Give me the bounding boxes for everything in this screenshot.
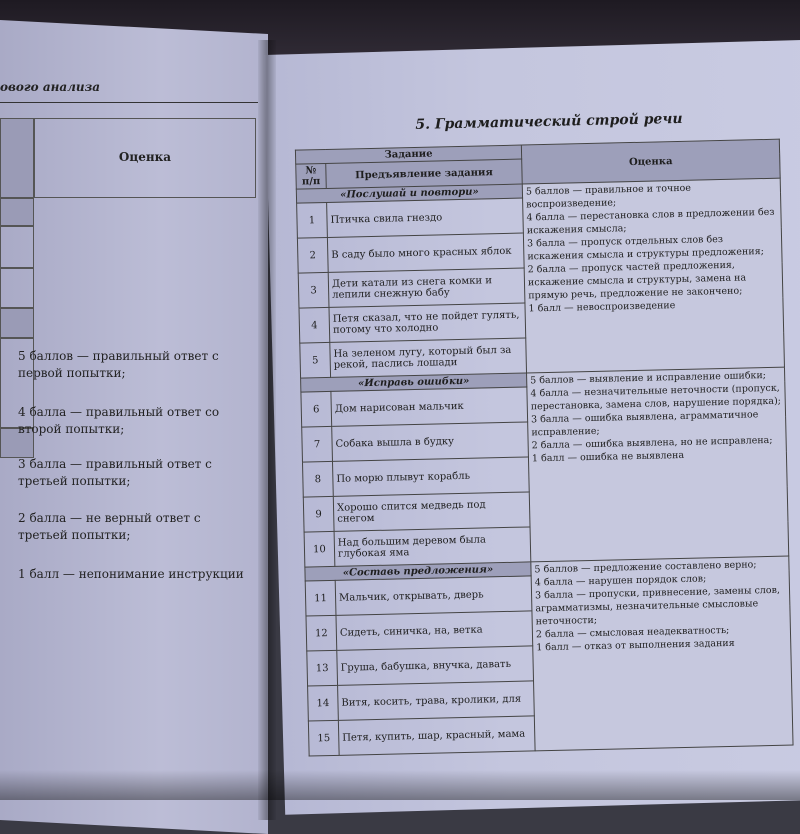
- task-text: Петя, купить, шар, красный, мама: [338, 716, 535, 755]
- task-text: Дети катали из снега комки и лепили снежную бабу: [328, 268, 525, 307]
- score-criteria: [531, 556, 793, 751]
- left-table-cell: [0, 226, 34, 268]
- left-score-item: 4 балла — правильный ответ со второй попытки;: [18, 405, 220, 436]
- task-text: Собака вышла в будку: [332, 422, 529, 461]
- task-header: Задание: [295, 145, 521, 164]
- score-criteria: [522, 178, 784, 373]
- left-page-header: ового анализа: [0, 80, 101, 94]
- group-title: «Исправь ошибки»: [301, 373, 527, 392]
- task-text: Птичка свила гнездо: [327, 198, 524, 237]
- score-line: 1 балл — отказ от выполнения задания: [536, 637, 735, 654]
- row-number: 1: [297, 202, 328, 238]
- task-text: По морю плывут корабль: [332, 457, 529, 496]
- left-score-item: 5 баллов — правильный ответ с первой попытки;: [18, 349, 219, 380]
- score-header: Оценка: [521, 139, 780, 184]
- row-number: 12: [306, 615, 337, 651]
- score-line: 5 баллов — правильное и точное воспроизведение;: [525, 182, 692, 211]
- task-text: Дом нарисован мальчик: [331, 387, 528, 426]
- left-score-title: Оценка: [118, 150, 172, 164]
- row-number: 15: [308, 720, 339, 756]
- row-number: 13: [307, 650, 338, 686]
- row-number: 9: [303, 496, 334, 532]
- left-score-item: 3 балла — правильный ответ с третьей попытки;: [18, 457, 212, 488]
- score-line: 5 баллов — предложение составлено верно;: [534, 559, 757, 576]
- score-line: 4 балла — незначительные неточности (пропуск, перестановка, замена слов, нарушение порядка);: [530, 382, 782, 413]
- row-number: 11: [305, 580, 336, 616]
- score-line: 3 балла — ошибка выявлена, аграмматичное исправление;: [530, 409, 759, 439]
- row-number: 3: [298, 272, 329, 308]
- row-number: 10: [304, 531, 335, 567]
- score-line: 3 балла — пропуск отдельных слов без искажения смысла и структуры предложения;: [526, 233, 764, 263]
- score-line: 2 балла — смысловая неадекватность;: [535, 624, 730, 641]
- score-line: 4 балла — перестановка слов в предложении без искажения смысла;: [526, 206, 775, 237]
- task-text: В саду было много красных яблок: [327, 233, 524, 272]
- bottom-shadow: [0, 770, 800, 800]
- number-header: № п/п: [296, 163, 327, 189]
- header-rule: [0, 102, 258, 103]
- score-line: 1 балл — невоспроизведение: [528, 300, 676, 315]
- assessment-table: [295, 139, 794, 757]
- task-text: Мальчик, открывать, дверь: [335, 576, 532, 615]
- left-table-cell: [0, 118, 34, 198]
- right-page-content: [280, 98, 800, 799]
- left-score-item: 2 балла — не верный ответ с третьей попытки;: [18, 511, 201, 542]
- row-number: 2: [297, 237, 328, 273]
- left-table-cell: [0, 198, 34, 226]
- task-text: Витя, косить, трава, кролики, для: [338, 681, 535, 720]
- presentation-header: Предъявление задания: [326, 159, 523, 188]
- task-text: Груша, бабушка, внучка, давать: [337, 646, 534, 685]
- score-criteria: [527, 367, 789, 562]
- left-table-cell: [0, 308, 34, 338]
- row-number: 14: [308, 685, 339, 721]
- row-number: 7: [302, 426, 333, 462]
- task-text: Петя сказал, что не пойдет гулять, потому что холодно: [329, 303, 526, 342]
- left-table-cell: [0, 268, 34, 308]
- group-title: «Составь предложения»: [305, 562, 531, 581]
- left-page-content: [0, 0, 268, 800]
- row-number: 6: [301, 391, 332, 427]
- left-score-item: 1 балл — непонимание инструкции: [18, 567, 244, 581]
- score-line: 1 балл — ошибка не выявлена: [531, 449, 685, 465]
- task-text: Над большим деревом была глубокая яма: [334, 527, 531, 566]
- score-line: 3 балла — пропуски, привнесение, замены слов, аграмматизмы, незначительные смысловые неточности;: [534, 584, 781, 628]
- score-line: 4 балла — нарушен порядок слов;: [534, 573, 707, 589]
- score-line: 2 балла — ошибка выявлена, но не исправлена;: [531, 434, 773, 452]
- group-title: «Послушай и повтори»: [296, 184, 522, 203]
- section-title: 5. Грамматический строй речи: [415, 110, 683, 133]
- task-text: На зеленом лугу, который был за рекой, паслись лошади: [330, 338, 527, 377]
- row-number: 8: [302, 461, 333, 497]
- task-text: Сидеть, синичка, на, ветка: [336, 611, 533, 650]
- score-line: 2 балла — пропуск частей предложения, искажение смысла и структуры, замена на прямую речь, предложение не закончено;: [527, 259, 747, 302]
- score-line: 5 баллов — выявление и исправление ошибки;: [530, 370, 767, 387]
- task-text: Хорошо спится медведь под снегом: [333, 492, 530, 531]
- row-number: 4: [299, 307, 330, 343]
- row-number: 5: [300, 342, 331, 378]
